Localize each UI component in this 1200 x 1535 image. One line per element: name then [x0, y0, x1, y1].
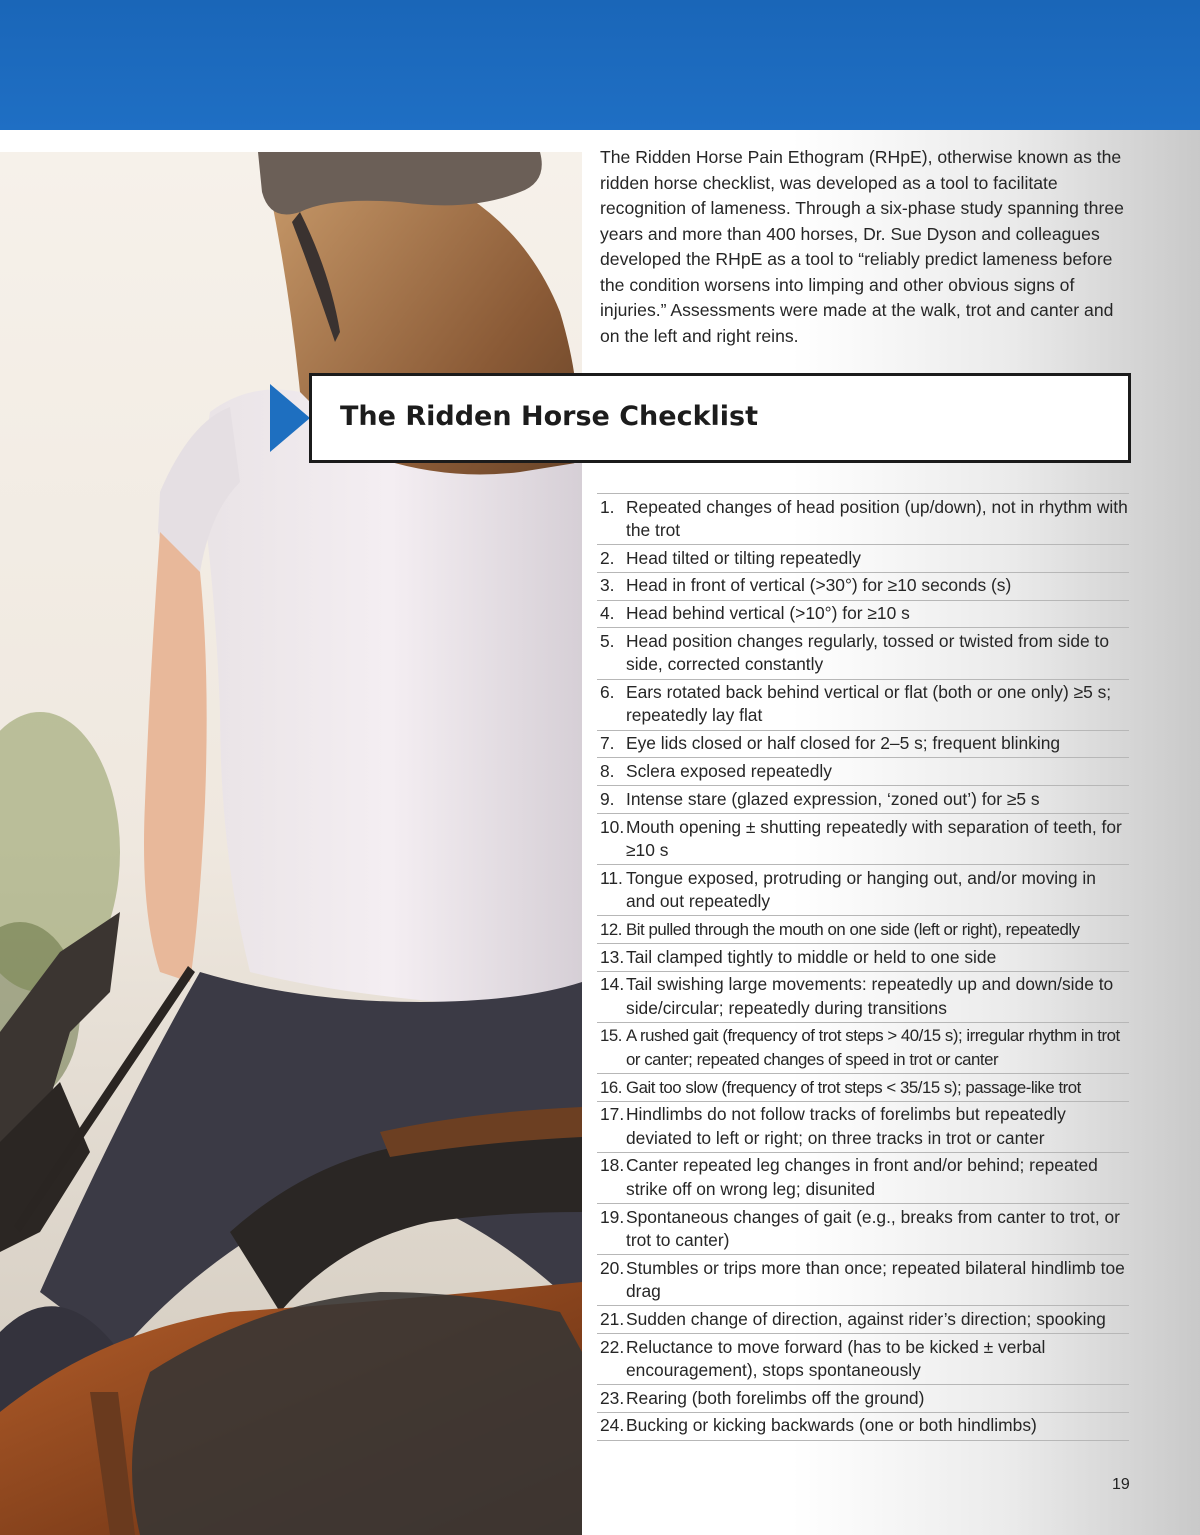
- item-text: Head position changes regularly, tossed or twisted from side to side, corrected constantly: [626, 630, 1109, 675]
- item-text: Rearing (both forelimbs off the ground): [626, 1387, 925, 1408]
- item-text: Bucking or kicking backwards (one or both hindlimbs): [626, 1415, 1037, 1436]
- item-number: 1.: [600, 496, 615, 517]
- item-number: 8.: [600, 760, 615, 781]
- item-text: Sclera exposed repeatedly: [626, 760, 832, 781]
- list-item: [597, 1074, 1129, 1102]
- item-number: 18.: [600, 1155, 625, 1176]
- item-number: 4.: [600, 603, 615, 624]
- list-item: [597, 1334, 1129, 1385]
- item-number: 22.: [600, 1336, 625, 1357]
- item-text: Repeated changes of head position (up/down), not in rhythm with the trot: [626, 496, 1128, 540]
- list-item: [597, 786, 1129, 814]
- item-text: A rushed gait (frequency of trot steps > 40/15 s); irregular rhythm in trot or canter; repeated changes of speed in trot or canter: [626, 1026, 1120, 1069]
- item-number: 3.: [600, 575, 615, 596]
- list-item: [597, 758, 1129, 786]
- item-text: Tongue exposed, protruding or hanging out, and/or moving in and out repeatedly: [626, 867, 1096, 911]
- item-number: 6.: [600, 682, 615, 703]
- item-text: Spontaneous changes of gait (e.g., breaks from canter to trot, or trot to canter): [626, 1206, 1120, 1250]
- item-number: 11.: [600, 867, 623, 888]
- list-item: [597, 814, 1129, 865]
- list-item: [597, 1255, 1129, 1306]
- list-item: [597, 1204, 1129, 1255]
- item-text: Intense stare (glazed expression, ‘zoned out’) for ≥5 s: [626, 788, 1040, 809]
- item-number: 16.: [600, 1077, 622, 1097]
- header-band: [0, 0, 1200, 130]
- item-number: 17.: [600, 1104, 625, 1125]
- item-text: Mouth opening ± shutting repeatedly with separation of teeth, for ≥10 s: [626, 816, 1122, 860]
- list-item: [597, 494, 1129, 545]
- item-number: 2.: [600, 547, 615, 568]
- item-number: 13.: [600, 946, 625, 967]
- item-number: 10.: [600, 816, 625, 837]
- list-item: [597, 1306, 1129, 1334]
- list-item: [597, 944, 1129, 972]
- item-text: Head behind vertical (>10°) for ≥10 s: [626, 603, 910, 624]
- list-item: [597, 1102, 1129, 1153]
- item-number: 20.: [600, 1257, 625, 1278]
- list-item: [597, 680, 1129, 731]
- checklist-title-box: [309, 373, 1131, 463]
- item-text: Sudden change of direction, against rider’s direction; spooking: [626, 1308, 1106, 1329]
- list-item: [597, 545, 1129, 573]
- item-number: 24.: [600, 1415, 625, 1436]
- page-number: 19: [1112, 1476, 1130, 1493]
- item-text: Bit pulled through the mouth on one side (left or right), repeatedly: [626, 919, 1080, 939]
- item-text: Tail clamped tightly to middle or held to one side: [626, 946, 997, 967]
- item-number: 21.: [600, 1308, 625, 1329]
- item-number: 23.: [600, 1387, 625, 1408]
- intro-paragraph: The Ridden Horse Pain Ethogram (RHpE), otherwise known as the ridden horse checklist, was developed as a tool to facilitate recognition of lameness. Through a six-phase study spanning three years and more than 400 horses, Dr. Sue Dyson and colleagues developed the RHpE as a tool to “reliably predict lameness before the condition worsens into limping and other obvious signs of injuries.” Assessments were made at the walk, trot and canter and on the left and right reins.: [600, 147, 1124, 346]
- item-text: Tail swishing large movements: repeatedly up and down/side to side/circular; repeatedly during transitions: [626, 974, 1114, 1018]
- item-number: 12.: [600, 919, 622, 939]
- item-text: Ears rotated back behind vertical or flat (both or one only) ≥5 s; repeatedly lay flat: [626, 682, 1112, 726]
- item-text: Canter repeated leg changes in front and/or behind; repeated strike off on wrong leg; disunited: [626, 1155, 1098, 1199]
- item-text: Stumbles or trips more than once; repeated bilateral hindlimb toe drag: [626, 1257, 1125, 1301]
- rider-photo: [0, 152, 582, 1535]
- triangle-right-icon: [270, 384, 310, 452]
- item-text: Eye lids closed or half closed for 2–5 s; frequent blinking: [626, 733, 1061, 754]
- item-number: 19.: [600, 1206, 625, 1227]
- item-number: 14.: [600, 974, 625, 995]
- item-number: 15.: [600, 1026, 622, 1046]
- list-item: [597, 865, 1129, 916]
- list-item: [597, 601, 1129, 629]
- checklist: [597, 493, 1129, 1441]
- item-number: 9.: [600, 788, 615, 809]
- item-text: Reluctance to move forward (has to be kicked ± verbal encouragement), stops spontaneously: [626, 1336, 1046, 1380]
- item-text: Hindlimbs do not follow tracks of forelimbs but repeatedly deviated to left or right; on three tracks in trot or canter: [626, 1104, 1066, 1148]
- item-number: 5.: [600, 630, 615, 651]
- list-item: [597, 916, 1129, 944]
- item-text: Gait too slow (frequency of trot steps < 35/15 s); passage-like trot: [626, 1077, 1081, 1097]
- checklist-title: The Ridden Horse Checklist: [340, 401, 759, 432]
- list-item: [597, 1385, 1129, 1413]
- list-item: [597, 573, 1129, 601]
- item-text: Head in front of vertical (>30°) for ≥10 seconds (s): [626, 575, 1012, 596]
- list-item: [597, 628, 1129, 679]
- list-item: [597, 731, 1129, 759]
- list-item: [597, 1413, 1129, 1441]
- list-item: [597, 1023, 1129, 1074]
- item-text: Head tilted or tilting repeatedly: [626, 547, 861, 568]
- item-number: 7.: [600, 733, 615, 754]
- list-item: [597, 1153, 1129, 1204]
- list-item: [597, 972, 1129, 1023]
